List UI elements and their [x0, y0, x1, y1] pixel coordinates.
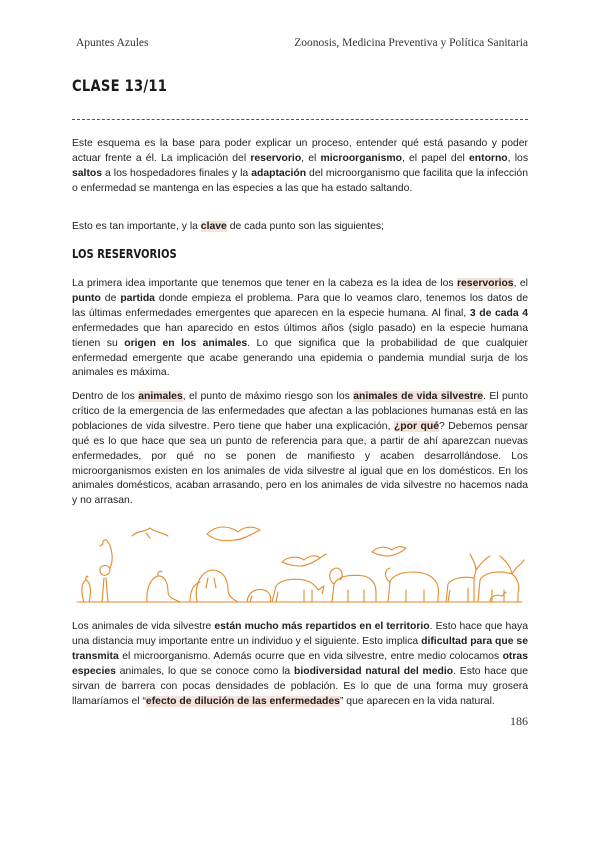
- term-saltos: saltos: [72, 167, 103, 179]
- text-run: donde empieza el problema. Para que lo veamos claro, tenemos los datos de las últimas enfermedades emergentes que aparecen en la especie humana. Al final,: [72, 292, 528, 319]
- text-run: . El punto crítico de la emergencia de las enfermedades que afectan a las poblaciones humanas está en las poblaciones de vida silvestre. Pero tiene que haber una explicación,: [72, 391, 528, 432]
- term-clave: clave: [200, 221, 227, 232]
- section-heading: LOS RESERVORIOS: [72, 246, 177, 261]
- text-run: ” que aparecen en la vida natural.: [339, 695, 495, 707]
- text-run: animales, lo que se conoce como la: [115, 665, 294, 677]
- paragraph-1: [72, 137, 528, 197]
- text-run: . Esto hace que sirvan de barrera con pocas densidades de población. Es lo que de una forma muy grosera llamaríamos el “: [72, 665, 528, 707]
- term-repartidos: están mucho más repartidos en el territorio: [214, 621, 430, 632]
- text-run: Los animales de vida silvestre: [72, 621, 215, 632]
- text-run: . Lo que significa que la probabilidad de que cualquier enfermedad emergente que acabe generando una epidemia o pandemia mundial surja de los animales es máxima.: [72, 337, 529, 379]
- text-run: enfermedades que han aparecido en estos últimos años (siglo pasado) en la especie humana tienen su: [72, 322, 528, 349]
- text-run: ? Debemos pensar qué es lo que hace que sea un punto de referencia para que, a partir de ahí aparezcan nuevas enfermedades, por qué no se ponen de manifiesto y acaben desarrollándose. Los microorganismos existen en los animales de vida silvestre al igual que en los domésticos. En los animales domésticos, acaban arrasando, pero en los animales de vida silvestre no hacemos nada y no arrasan.: [72, 420, 528, 507]
- term-microorganismo: microorganismo: [320, 152, 402, 164]
- term-vida-silvestre: animales de vida silvestre: [353, 391, 484, 402]
- text-run: . Esto hace que haya una distancia muy importante entre un individuo y el siguiente. Esto implica: [72, 621, 528, 647]
- term-partida: partida: [120, 292, 155, 304]
- term-biodiversidad: biodiversidad natural del medio: [293, 665, 454, 677]
- term-animales: animales: [138, 391, 183, 402]
- paragraph-2: [72, 220, 528, 235]
- term-reservorios: reservorios: [456, 278, 514, 289]
- text-run: Dentro de los: [72, 391, 139, 402]
- text-run: de: [100, 292, 121, 304]
- term-efecto-dilucion: efecto de dilución de las enfermedades: [145, 695, 340, 707]
- page-number: 186: [510, 714, 528, 728]
- term-por-que: ¿por qué: [393, 420, 439, 432]
- term-punto: punto: [72, 292, 101, 304]
- term-3-de-cada-4: 3 de cada 4: [469, 307, 529, 319]
- wild-animals-illustration: [72, 520, 528, 610]
- term-otras-especies: otras especies: [72, 650, 528, 677]
- text-run: La primera idea importante que tenemos que tener en la cabeza es la idea de los: [72, 278, 457, 289]
- header-right: Zoonosis, Medicina Preventiva y Política Sanitaria: [294, 37, 528, 49]
- text-run: , el: [513, 278, 528, 289]
- paragraph-4: [72, 390, 528, 509]
- term-adaptacion: adaptación: [251, 167, 307, 179]
- text-run: el microorganismo. Además ocurre que en vida silvestre, entre medio colocamos: [118, 650, 503, 662]
- term-entorno: entorno: [468, 152, 508, 164]
- text-run: , el: [301, 152, 321, 164]
- divider: [72, 119, 528, 120]
- text-run: , el papel del: [401, 152, 469, 164]
- page-title: CLASE 13/11: [72, 76, 168, 95]
- paragraph-5: [72, 620, 528, 709]
- term-dificultad: dificultad para que se transmita: [72, 635, 528, 662]
- text-run: del microorganismo que facilita que la infección o enfermedad se mantenga en las especies a las que ha estado saltando.: [72, 167, 528, 194]
- text-run: a los hospedadores finales y la: [102, 167, 252, 179]
- term-reservorio: reservorio: [250, 152, 302, 164]
- text-run: de cada punto son las siguientes;: [226, 221, 384, 232]
- header-left: Apuntes Azules: [76, 37, 149, 49]
- text-run: Este esquema es la base para poder explicar un proceso, entender qué está pasando y poder actuar frente a él. La implicación del: [72, 138, 528, 164]
- term-origen: origen en los animales: [124, 337, 248, 349]
- text-run: Esto es tan importante, y la: [72, 221, 201, 232]
- text-run: , los: [507, 152, 529, 164]
- paragraph-3: [72, 277, 528, 381]
- text-run: , el punto de máximo riesgo son los: [182, 391, 354, 402]
